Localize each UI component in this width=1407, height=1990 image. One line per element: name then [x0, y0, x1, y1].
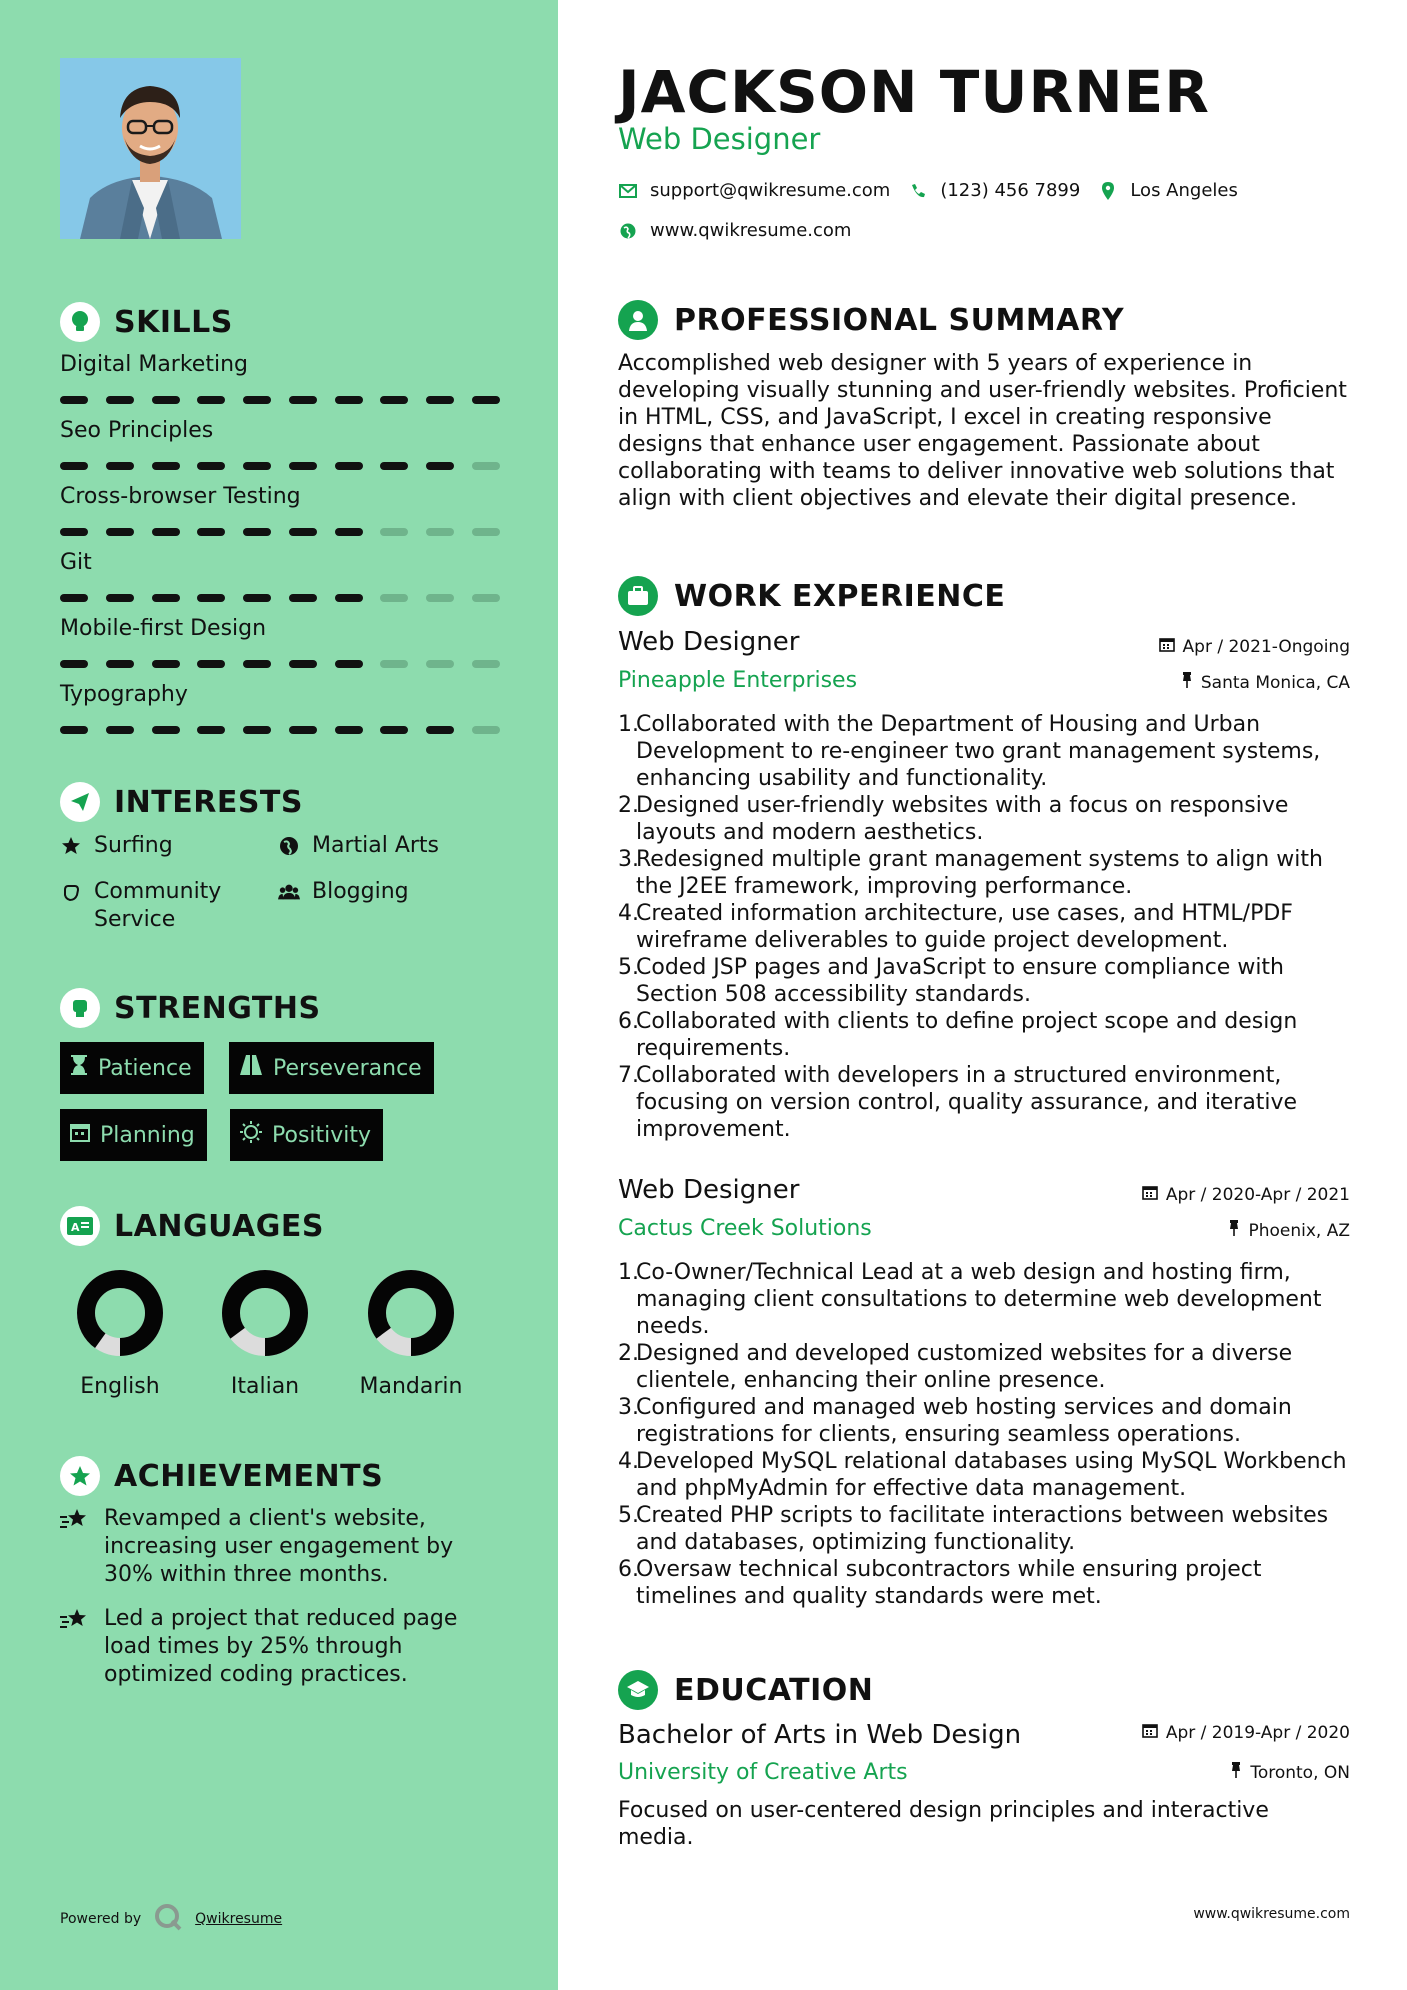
summary-heading: PROFESSIONAL SUMMARY [618, 300, 1124, 340]
skill-level-segment [289, 462, 317, 470]
qwikresume-logo-icon [153, 1902, 183, 1936]
language-donut [366, 1268, 456, 1358]
skill-level-segment [426, 726, 454, 734]
svg-text:A: A [71, 1221, 80, 1234]
website-link[interactable]: www.qwikresume.com [650, 220, 852, 241]
bullet-item [618, 846, 1350, 900]
bullet-item [618, 900, 1350, 954]
skill-item [60, 482, 500, 536]
job-location: Santa Monica, CA [1181, 672, 1350, 693]
road-icon [239, 1055, 263, 1081]
website-row [618, 220, 851, 241]
hand-icon [60, 878, 82, 906]
company-name: Pineapple Enterprises [618, 668, 858, 693]
calendar-icon [1159, 636, 1175, 657]
candidate-name: JACKSON TURNER [618, 58, 1210, 126]
interests-heading: INTERESTS [60, 782, 303, 822]
skills-heading: SKILLS [60, 302, 233, 342]
hourglass-icon [70, 1054, 88, 1082]
language-icon [60, 1206, 100, 1246]
skill-level-segment [60, 726, 88, 734]
globe-icon [618, 223, 638, 239]
strength-tag: Planning [60, 1109, 207, 1161]
skill-level-bar [60, 528, 500, 536]
profile-photo [60, 58, 241, 239]
interest-item: Martial Arts [278, 832, 439, 860]
language-item [60, 1268, 180, 1399]
bullet-text: Collaborated with the Department of Housing and Urban Development to re-engineer two grant management systems, enhancing usability and functionality. [636, 712, 1321, 791]
envelope-icon [618, 184, 638, 198]
skill-level-segment [243, 462, 271, 470]
skill-level-segment [472, 396, 500, 404]
qwikresume-link[interactable]: Qwikresume [195, 1911, 283, 1927]
bullet-text: Designed and developed customized websites for a diverse clientele, enhancing their online presence. [636, 1341, 1293, 1393]
language-label: English [80, 1374, 160, 1399]
bullet-number: 5. [618, 1503, 639, 1528]
bullet-text: Designed user-friendly websites with a focus on responsive layouts and modern aesthetics. [636, 793, 1289, 845]
skill-level-segment [335, 726, 363, 734]
education-dates: Apr / 2019-Apr / 2020 [1142, 1722, 1350, 1743]
language-label: Italian [230, 1374, 300, 1399]
skill-level-segment [243, 726, 271, 734]
skill-level-segment [60, 396, 88, 404]
skill-level-segment [472, 660, 500, 668]
job-title: Web Designer [618, 1175, 800, 1205]
skill-level-segment [426, 462, 454, 470]
bullet-item [618, 1340, 1350, 1394]
bullet-text: Created PHP scripts to facilitate interactions between websites and databases, optimizing functionality. [636, 1503, 1329, 1555]
skill-level-segment [289, 726, 317, 734]
globe-icon [278, 832, 300, 860]
skill-level-segment [289, 594, 317, 602]
languages-heading: A LANGUAGES [60, 1206, 324, 1246]
bullet-item [618, 1502, 1350, 1556]
skill-item [60, 548, 500, 602]
language-donut [220, 1268, 310, 1358]
candidate-role: Web Designer [618, 122, 821, 156]
skill-level-segment [197, 726, 225, 734]
skill-level-segment [426, 660, 454, 668]
strength-tag: Positivity [230, 1109, 383, 1161]
location-text: Los Angeles [1130, 180, 1238, 201]
skill-level-segment [289, 396, 317, 404]
skill-level-segment [289, 660, 317, 668]
skill-level-segment [335, 396, 363, 404]
email-link[interactable]: support@qwikresume.com [650, 180, 891, 201]
bullet-item [618, 1008, 1350, 1062]
skill-level-segment [380, 660, 408, 668]
map-pin-icon [1098, 182, 1118, 200]
bullet-item [618, 1448, 1350, 1502]
skill-level-segment [426, 528, 454, 536]
skill-level-segment [152, 528, 180, 536]
strengths-heading: STRENGTHS [60, 988, 321, 1028]
bullet-text: Configured and managed web hosting services and domain registrations for clients, ensuring seamless operations. [636, 1395, 1292, 1447]
user-icon [618, 300, 658, 340]
interest-item: Surfing [60, 832, 173, 860]
users-icon [278, 878, 300, 906]
skill-name: Seo Principles [60, 418, 214, 443]
skill-level-segment [243, 396, 271, 404]
skill-item [60, 614, 500, 668]
job-title: Web Designer [618, 627, 800, 657]
skill-level-segment [380, 396, 408, 404]
skill-level-segment [380, 528, 408, 536]
skill-name: Digital Marketing [60, 352, 248, 377]
skill-level-segment [243, 594, 271, 602]
skill-level-segment [60, 660, 88, 668]
job-dates: Apr / 2020-Apr / 2021 [1142, 1184, 1350, 1205]
skill-level-segment [152, 726, 180, 734]
job-bullets [618, 1259, 1350, 1610]
bullet-item [618, 1556, 1350, 1610]
achievement-item: Led a project that reduced page load times by 25% through optimized coding practices. [60, 1605, 500, 1689]
strength-tag: Perseverance [229, 1042, 434, 1094]
skill-level-segment [60, 462, 88, 470]
bullet-item [618, 1394, 1350, 1448]
degree-title: Bachelor of Arts in Web Design [618, 1720, 1022, 1750]
skill-level-segment [197, 462, 225, 470]
bullet-item [618, 1062, 1350, 1143]
skill-level-segment [106, 594, 134, 602]
bullet-number: 7. [618, 1063, 639, 1088]
lightbulb-icon [60, 302, 100, 342]
language-donut [75, 1268, 165, 1358]
skill-item [60, 350, 500, 404]
skill-level-segment [335, 660, 363, 668]
bullet-item [618, 954, 1350, 1008]
skill-level-segment [426, 396, 454, 404]
education-description: Focused on user-centered design principles and interactive media. [618, 1798, 1269, 1850]
summary-text: Accomplished web designer with 5 years of experience in developing visually stunning and user-friendly websites. Proficient in HTML, CSS, and JavaScript, I excel in creating responsive designs that enhance user engagement. Passionate about collaborating with teams to deliver innovative web solutions that align with client objectives and elevate their digital presence. [618, 351, 1347, 511]
calendar-icon [1142, 1722, 1158, 1743]
achievements-heading: ACHIEVEMENTS [60, 1456, 383, 1496]
bullet-text: Collaborated with developers in a structured environment, focusing on version control, quality assurance, and iterative improvement. [636, 1063, 1298, 1142]
pushpin-icon [1230, 1762, 1242, 1783]
bullet-text: Redesigned multiple grant management systems to align with the J2EE framework, improving performance. [636, 847, 1323, 899]
strength-tag: Patience [60, 1042, 204, 1094]
bullet-item [618, 792, 1350, 846]
language-item [205, 1268, 325, 1399]
bullet-number: 1. [618, 1260, 639, 1285]
skill-level-segment [335, 462, 363, 470]
skill-level-segment [472, 528, 500, 536]
skill-level-bar [60, 726, 500, 734]
education-heading: EDUCATION [618, 1670, 873, 1710]
skill-level-segment [335, 594, 363, 602]
skill-level-segment [289, 528, 317, 536]
skill-level-segment [472, 726, 500, 734]
skill-level-segment [380, 462, 408, 470]
bullet-number: 2. [618, 793, 639, 818]
skill-level-bar [60, 594, 500, 602]
language-donut-fill [86, 1279, 154, 1347]
language-item [351, 1268, 471, 1399]
skill-name: Cross-browser Testing [60, 484, 301, 509]
skill-level-segment [197, 528, 225, 536]
skill-level-segment [472, 462, 500, 470]
bullet-text: Co-Owner/Technical Lead at a web design and hosting firm, managing client consultations to determine web development needs. [636, 1260, 1322, 1339]
bullet-text: Developed MySQL relational databases using MySQL Workbench and phpMyAdmin for effective data management. [636, 1449, 1347, 1501]
contact-row [618, 180, 1238, 201]
bullet-text: Collaborated with clients to define project scope and design requirements. [636, 1009, 1298, 1061]
job-location: Phoenix, AZ [1228, 1220, 1350, 1241]
skill-level-segment [60, 594, 88, 602]
skill-level-segment [380, 594, 408, 602]
bullet-text: Coded JSP pages and JavaScript to ensure compliance with Section 508 accessibility standards. [636, 955, 1285, 1007]
bullet-number: 6. [618, 1009, 639, 1034]
language-label: Mandarin [359, 1374, 463, 1399]
skill-level-segment [335, 528, 363, 536]
skill-level-segment [152, 396, 180, 404]
footer-website-link[interactable]: www.qwikresume.com [1193, 1906, 1350, 1922]
star-icon [60, 832, 82, 860]
interest-item: Blogging [278, 878, 409, 906]
skill-level-segment [152, 594, 180, 602]
powered-by: Powered by Qwikresume [60, 1902, 282, 1936]
skill-level-segment [106, 462, 134, 470]
bullet-item [618, 1259, 1350, 1340]
skill-name: Git [60, 550, 92, 575]
skill-level-segment [197, 594, 225, 602]
bullet-number: 2. [618, 1341, 639, 1366]
calendar-icon [1142, 1184, 1158, 1205]
skill-level-segment [426, 594, 454, 602]
pushpin-icon [1228, 1220, 1240, 1241]
skill-level-bar [60, 396, 500, 404]
skill-level-bar [60, 660, 500, 668]
paper-plane-icon [60, 782, 100, 822]
graduation-cap-icon [618, 1670, 658, 1710]
calendar-icon [70, 1122, 90, 1148]
skill-level-segment [472, 594, 500, 602]
skill-level-segment [197, 660, 225, 668]
bullet-number: 1. [618, 712, 639, 737]
job-dates: Apr / 2021-Ongoing [1159, 636, 1350, 657]
shooting-star-icon [60, 1505, 92, 1589]
skill-name: Mobile-first Design [60, 616, 267, 641]
skill-name: Typography [60, 682, 188, 707]
skill-level-segment [243, 528, 271, 536]
shooting-star-icon [60, 1605, 92, 1689]
pushpin-icon [1181, 672, 1193, 693]
bullet-number: 6. [618, 1557, 639, 1582]
job-bullets [618, 711, 1350, 1143]
bullet-number: 4. [618, 1449, 639, 1474]
skill-level-segment [380, 726, 408, 734]
skill-level-segment [106, 660, 134, 668]
star-badge-icon [60, 1456, 100, 1496]
phone-icon [908, 183, 928, 199]
achievement-item: Revamped a client's website, increasing user engagement by 30% within three months. [60, 1505, 500, 1589]
skill-level-bar [60, 462, 500, 470]
skill-item [60, 680, 500, 734]
fist-icon [60, 988, 100, 1028]
skill-level-segment [60, 528, 88, 536]
skill-item [60, 416, 500, 470]
bullet-number: 4. [618, 901, 639, 926]
bullet-number: 5. [618, 955, 639, 980]
skill-level-segment [106, 726, 134, 734]
skill-level-segment [106, 396, 134, 404]
skill-level-segment [106, 528, 134, 536]
education-location: Toronto, ON [1230, 1762, 1350, 1783]
sidebar [0, 0, 558, 1990]
skill-level-segment [152, 462, 180, 470]
bullet-number: 3. [618, 1395, 639, 1420]
sun-icon [240, 1121, 262, 1149]
company-name: Cactus Creek Solutions [618, 1216, 872, 1241]
experience-heading: WORK EXPERIENCE [618, 576, 1005, 616]
skill-level-segment [243, 660, 271, 668]
skill-level-segment [152, 660, 180, 668]
briefcase-icon [618, 576, 658, 616]
phone-number: (123) 456 7899 [940, 180, 1081, 201]
bullet-text: Oversaw technical subcontractors while ensuring project timelines and quality standards were met. [636, 1557, 1262, 1609]
bullet-text: Created information architecture, use cases, and HTML/PDF wireframe deliverables to guide project development. [636, 901, 1293, 953]
school-name: University of Creative Arts [618, 1760, 908, 1785]
bullet-number: 3. [618, 847, 639, 872]
interest-item: Community Service [60, 878, 221, 934]
skill-level-segment [197, 396, 225, 404]
bullet-item [618, 711, 1350, 792]
